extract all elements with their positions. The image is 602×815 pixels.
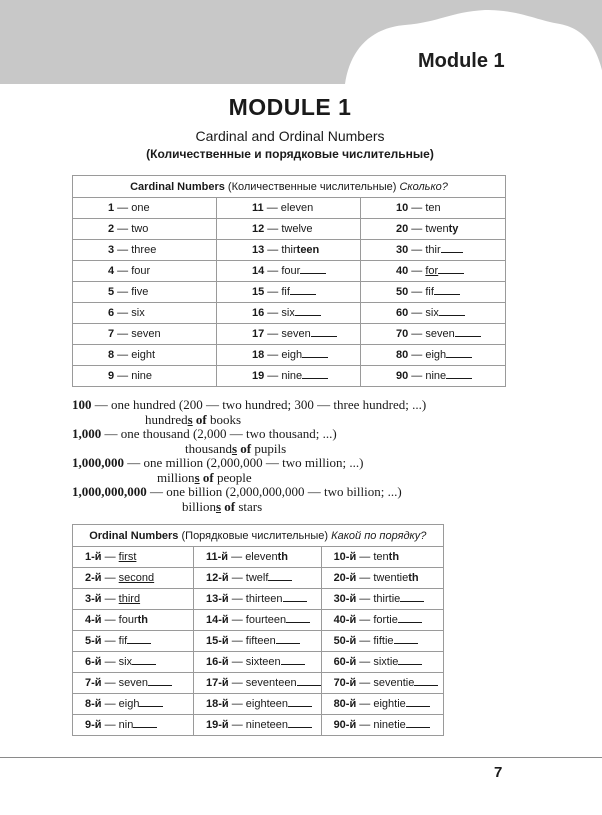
cardinal-number: 15 xyxy=(252,286,265,298)
cardinal-row xyxy=(73,345,506,366)
cardinal-number: 80 xyxy=(396,349,409,361)
ordinal-word: nin xyxy=(118,719,134,731)
footer-divider xyxy=(0,757,602,758)
ordinal-word: nineteen xyxy=(245,719,289,731)
ordinal-number: 7-й xyxy=(85,677,102,689)
cardinal-numbers-table xyxy=(72,175,506,387)
ordinal-number: 19-й xyxy=(206,719,229,731)
example-word: million xyxy=(157,470,195,485)
answer-blank xyxy=(268,570,292,581)
ordinal-suffix: th xyxy=(388,551,400,563)
cardinal-number: 10 xyxy=(396,202,409,214)
answer-blank xyxy=(398,654,422,665)
answer-blank xyxy=(441,242,463,253)
ordinal-word: eleven xyxy=(245,551,278,563)
answer-blank xyxy=(438,263,464,274)
example-of: of xyxy=(237,441,252,456)
page-title: MODULE 1 xyxy=(228,94,352,120)
cardinal-word: fif xyxy=(425,286,434,298)
answer-blank xyxy=(406,696,430,707)
cardinal-row xyxy=(73,282,506,303)
example-plural-s: s xyxy=(215,499,222,514)
cardinal-number: 13 xyxy=(252,244,265,256)
answer-blank xyxy=(148,675,172,686)
cardinal-word: one xyxy=(131,202,150,214)
cardinal-number: 8 xyxy=(108,349,115,361)
ordinal-word: fifteen xyxy=(245,635,276,647)
cardinal-cell: 17 — seven xyxy=(217,324,361,345)
ordinal-word: ten xyxy=(373,551,389,563)
ordinal-cell: 17-й — seventeen xyxy=(194,673,322,694)
answer-blank xyxy=(127,633,151,644)
ordinal-numbers-table xyxy=(72,524,444,736)
ordinal-number: 80-й xyxy=(333,698,357,710)
ordinal-cell: 12-й — twelf xyxy=(194,568,322,589)
module-tab-label: Module 1 xyxy=(418,50,505,72)
answer-blank xyxy=(302,347,328,358)
cardinal-word: five xyxy=(131,286,149,298)
cardinal-word: eight xyxy=(131,349,156,361)
large-number-value: 1,000,000,000 xyxy=(72,484,147,499)
cardinal-word: eigh xyxy=(281,349,303,361)
answer-blank xyxy=(133,717,157,728)
ordinal-cell: 7-й — seven xyxy=(73,673,194,694)
cardinal-cell: 14 — four xyxy=(217,261,361,282)
ordinal-number: 11-й xyxy=(206,551,229,563)
ordinal-header-row xyxy=(73,525,444,547)
answer-blank xyxy=(406,717,430,728)
ordinal-cell: 50-й — fiftie xyxy=(321,631,443,652)
example-word: billion xyxy=(182,499,216,514)
large-number-value: 1,000 xyxy=(72,426,102,441)
cardinal-word: nine xyxy=(281,370,303,382)
answer-blank xyxy=(439,305,465,316)
ordinal-cell: 11-й — eleventh xyxy=(194,547,322,568)
cardinal-number: 17 xyxy=(252,328,265,340)
answer-blank xyxy=(283,591,307,602)
cardinal-number: 19 xyxy=(252,370,265,382)
cardinal-word: nine xyxy=(131,370,153,382)
cardinal-cell: 4 — four xyxy=(73,261,217,282)
ordinal-cell: 40-й — fortie xyxy=(321,610,443,631)
cardinal-number: 50 xyxy=(396,286,409,298)
ordinal-suffix: th xyxy=(137,614,149,626)
cardinal-number: 4 xyxy=(108,265,115,277)
ordinal-number: 14-й xyxy=(206,614,229,626)
cardinal-number: 40 xyxy=(396,265,409,277)
answer-blank xyxy=(311,326,337,337)
cardinal-cell: 30 — thir xyxy=(361,240,506,261)
cardinal-number: 2 xyxy=(108,223,115,235)
cardinal-word: four xyxy=(131,265,151,277)
ordinal-number: 10-й xyxy=(333,551,357,563)
cardinal-row xyxy=(73,198,506,219)
ordinal-cell: 30-й — thirtie xyxy=(321,589,443,610)
answer-blank xyxy=(394,633,418,644)
cardinal-suffix: teen xyxy=(296,244,320,256)
cardinal-number: 1 xyxy=(108,202,115,214)
large-number-text: — one thousand (2,000 — two thousand; ...) xyxy=(101,426,337,441)
ordinal-number: 16-й xyxy=(206,656,229,668)
answer-blank xyxy=(446,368,472,379)
large-number-line xyxy=(72,397,426,413)
answer-blank xyxy=(132,654,156,665)
cardinal-cell: 80 — eigh xyxy=(361,345,506,366)
cardinal-word: twelve xyxy=(281,223,313,235)
example-plural-s: s xyxy=(194,470,200,485)
cardinal-cell: 2 — two xyxy=(73,219,217,240)
cardinal-number: 70 xyxy=(396,328,409,340)
cardinal-cell: 15 — fif xyxy=(217,282,361,303)
cardinal-cell: 10 — ten xyxy=(361,198,506,219)
ordinal-cell: 18-й — eighteen xyxy=(194,694,322,715)
cardinal-header-question: Сколько? xyxy=(399,180,448,193)
cardinal-word: four xyxy=(281,265,301,277)
answer-blank xyxy=(281,654,305,665)
cardinal-word: two xyxy=(131,223,149,235)
cardinal-cell: 8 — eight xyxy=(73,345,217,366)
subtitle-russian: (Количественные и порядковые числительные) xyxy=(146,147,434,161)
cardinal-word: twen xyxy=(425,223,449,235)
answer-blank xyxy=(297,675,321,686)
ordinal-cell: 2-й — second xyxy=(73,568,194,589)
ordinal-row xyxy=(73,715,444,736)
cardinal-number: 3 xyxy=(108,244,115,256)
ordinal-word: thirtie xyxy=(373,593,401,605)
ordinal-word: seventeen xyxy=(245,677,297,689)
ordinal-word: thirteen xyxy=(245,593,283,605)
cardinal-cell: 70 — seven xyxy=(361,324,506,345)
cardinal-word: thir xyxy=(425,244,441,256)
cardinal-number: 9 xyxy=(108,370,115,382)
ordinal-row xyxy=(73,589,444,610)
cardinal-cell: 90 — nine xyxy=(361,366,506,387)
ordinal-number: 30-й xyxy=(333,593,357,605)
cardinal-row xyxy=(73,366,506,387)
large-number-text: — one million (2,000,000 — two million; ...) xyxy=(124,455,364,470)
ordinal-number: 20-й xyxy=(333,572,357,584)
cardinal-cell: 19 — nine xyxy=(217,366,361,387)
ordinal-word: sixtie xyxy=(373,656,399,668)
example-of: of xyxy=(192,412,207,427)
ordinal-word: fortie xyxy=(373,614,398,626)
ordinal-cell: 4-й — fourth xyxy=(73,610,194,631)
cardinal-word: six xyxy=(281,307,295,319)
cardinal-cell: 20 — twenty xyxy=(361,219,506,240)
cardinal-cell: 50 — fif xyxy=(361,282,506,303)
ordinal-suffix: th xyxy=(277,551,288,563)
ordinal-number: 40-й xyxy=(333,614,357,626)
ordinal-header-question: Какой по порядку? xyxy=(331,529,427,542)
ordinal-number: 60-й xyxy=(333,656,357,668)
ordinal-word: sixteen xyxy=(245,656,281,668)
large-number-example xyxy=(182,499,262,515)
cardinal-row xyxy=(73,240,506,261)
cardinal-number: 11 xyxy=(252,202,264,214)
ordinal-word: twelf xyxy=(245,572,269,584)
ordinal-cell: 90-й — ninetie xyxy=(321,715,443,736)
ordinal-number: 15-й xyxy=(206,635,229,647)
ordinal-cell: 14-й — fourteen xyxy=(194,610,322,631)
answer-blank xyxy=(455,326,481,337)
ordinal-word: seven xyxy=(118,677,149,689)
ordinal-row xyxy=(73,673,444,694)
answer-blank xyxy=(288,696,312,707)
ordinal-cell: 6-й — six xyxy=(73,652,194,673)
cardinal-row xyxy=(73,324,506,345)
answer-blank xyxy=(295,305,321,316)
cardinal-header-row xyxy=(73,176,506,198)
cardinal-word: six xyxy=(425,307,439,319)
answer-blank xyxy=(276,633,300,644)
example-noun: stars xyxy=(235,499,263,514)
cardinal-word: eleven xyxy=(280,202,314,214)
answer-blank xyxy=(286,612,310,623)
cardinal-row xyxy=(73,219,506,240)
ordinal-word: fourteen xyxy=(245,614,287,626)
page-number: 7 xyxy=(494,764,503,781)
cardinal-number: 14 xyxy=(252,265,265,277)
ordinal-cell: 19-й — nineteen xyxy=(194,715,322,736)
answer-blank xyxy=(139,696,163,707)
ordinal-row xyxy=(73,547,444,568)
ordinal-number: 18-й xyxy=(206,698,229,710)
cardinal-cell: 5 — five xyxy=(73,282,217,303)
cardinal-word: seven xyxy=(131,328,161,340)
ordinal-cell: 8-й — eigh xyxy=(73,694,194,715)
ordinal-number: 6-й xyxy=(85,656,102,668)
ordinal-word: four xyxy=(118,614,138,626)
cardinal-word: three xyxy=(131,244,157,256)
cardinal-body xyxy=(73,198,506,387)
ordinal-row xyxy=(73,631,444,652)
example-word: hundred xyxy=(145,412,188,427)
ordinal-number: 90-й xyxy=(333,719,357,731)
cardinal-cell: 60 — six xyxy=(361,303,506,324)
ordinal-number: 1-й xyxy=(85,551,102,563)
ordinal-cell: 10-й — tenth xyxy=(321,547,443,568)
cardinal-cell: 6 — six xyxy=(73,303,217,324)
ordinal-cell: 80-й — eightie xyxy=(321,694,443,715)
cardinal-word: ten xyxy=(425,202,441,214)
example-noun: pupils xyxy=(251,441,287,456)
example-noun: books xyxy=(206,412,242,427)
cardinal-cell: 3 — three xyxy=(73,240,217,261)
cardinal-number: 18 xyxy=(252,349,265,361)
ordinal-body xyxy=(73,547,444,736)
ordinal-word: seventie xyxy=(373,677,415,689)
ordinal-number: 2-й xyxy=(85,572,102,584)
cardinal-cell: 9 — nine xyxy=(73,366,217,387)
ordinal-number: 4-й xyxy=(85,614,102,626)
answer-blank xyxy=(400,591,424,602)
ordinal-number: 12-й xyxy=(206,572,229,584)
answer-blank xyxy=(398,612,422,623)
large-number-value: 100 xyxy=(72,397,92,412)
example-noun: people xyxy=(213,470,252,485)
large-number-line xyxy=(72,484,402,500)
ordinal-row xyxy=(73,568,444,589)
ordinal-word: eighteen xyxy=(245,698,289,710)
cardinal-word: for xyxy=(425,265,439,277)
ordinal-number: 17-й xyxy=(206,677,229,689)
cardinal-number: 7 xyxy=(108,328,115,340)
example-plural-s: s xyxy=(187,412,193,427)
cardinal-word: thir xyxy=(281,244,297,256)
example-of: of xyxy=(221,499,236,514)
ordinal-cell: 20-й — twentieth xyxy=(321,568,443,589)
ordinal-word: eigh xyxy=(118,698,140,710)
cardinal-cell: 7 — seven xyxy=(73,324,217,345)
ordinal-cell: 70-й — seventie xyxy=(321,673,443,694)
cardinal-suffix: ty xyxy=(448,223,459,235)
ordinal-header-title: Ordinal Numbers xyxy=(89,529,179,542)
ordinal-cell: 15-й — fifteen xyxy=(194,631,322,652)
ordinal-row xyxy=(73,694,444,715)
large-number-line xyxy=(72,455,363,471)
answer-blank xyxy=(300,263,326,274)
cardinal-cell: 1 — one xyxy=(73,198,217,219)
ordinal-row xyxy=(73,652,444,673)
cardinal-word: nine xyxy=(425,370,447,382)
ordinal-word: six xyxy=(118,656,133,668)
ordinal-suffix: th xyxy=(408,572,419,584)
ordinal-cell: 16-й — sixteen xyxy=(194,652,322,673)
answer-blank xyxy=(302,368,328,379)
example-word: thousand xyxy=(185,441,232,456)
ordinal-word: eightie xyxy=(373,698,406,710)
answer-blank xyxy=(446,347,472,358)
cardinal-word: eigh xyxy=(425,349,447,361)
ordinal-number: 3-й xyxy=(85,593,102,605)
cardinal-header-ru: (Количественные числительные) xyxy=(224,180,400,193)
ordinal-word: twentie xyxy=(373,572,409,584)
ordinal-row xyxy=(73,610,444,631)
cardinal-number: 30 xyxy=(396,244,409,256)
cardinal-word: seven xyxy=(281,328,311,340)
answer-blank xyxy=(288,717,312,728)
cardinal-cell: 16 — six xyxy=(217,303,361,324)
cardinal-number: 16 xyxy=(252,307,265,319)
large-number-value: 1,000,000 xyxy=(72,455,124,470)
ordinal-number: 13-й xyxy=(206,593,229,605)
answer-blank xyxy=(414,675,438,686)
cardinal-number: 60 xyxy=(396,307,409,319)
ordinal-word: ninetie xyxy=(373,719,406,731)
cardinal-cell: 11 — eleven xyxy=(217,198,361,219)
cardinal-row xyxy=(73,303,506,324)
answer-blank xyxy=(290,284,316,295)
ordinal-number: 70-й xyxy=(333,677,357,689)
ordinal-word: fif xyxy=(118,635,128,647)
ordinal-word: first xyxy=(118,551,137,563)
ordinal-number: 50-й xyxy=(333,635,357,647)
ordinal-number: 9-й xyxy=(85,719,102,731)
cardinal-word: six xyxy=(131,307,145,319)
cardinal-number: 90 xyxy=(396,370,409,382)
example-plural-s: s xyxy=(231,441,238,456)
cardinal-cell: 13 — thirteen xyxy=(217,240,361,261)
ordinal-word: second xyxy=(118,572,155,584)
large-number-line xyxy=(72,426,337,442)
answer-blank xyxy=(434,284,460,295)
large-number-text: — one billion (2,000,000,000 — two billion; ...) xyxy=(146,484,402,499)
cardinal-word: seven xyxy=(425,328,455,340)
large-number-text: — one hundred (200 — two hundred; 300 — three hundred; ...) xyxy=(91,397,427,412)
cardinal-cell: 40 — for xyxy=(361,261,506,282)
ordinal-cell: 1-й — first xyxy=(73,547,194,568)
ordinal-number: 5-й xyxy=(85,635,102,647)
cardinal-header xyxy=(73,176,506,198)
cardinal-word: fif xyxy=(281,286,290,298)
cardinal-cell: 12 — twelve xyxy=(217,219,361,240)
cardinal-cell: 18 — eigh xyxy=(217,345,361,366)
cardinal-number: 6 xyxy=(108,307,115,319)
ordinal-word: third xyxy=(118,593,141,605)
cardinal-header-title: Cardinal Numbers xyxy=(130,180,225,193)
ordinal-cell: 9-й — nin xyxy=(73,715,194,736)
ordinal-cell: 60-й — sixtie xyxy=(321,652,443,673)
cardinal-number: 12 xyxy=(252,223,265,235)
cardinal-number: 5 xyxy=(108,286,115,298)
subtitle: Cardinal and Ordinal Numbers xyxy=(195,128,385,144)
ordinal-header-ru: (Порядковые числительные) xyxy=(178,529,332,542)
ordinal-cell: 5-й — fif xyxy=(73,631,194,652)
example-of: of xyxy=(199,470,214,485)
ordinal-cell: 3-й — third xyxy=(73,589,194,610)
cardinal-number: 20 xyxy=(396,223,409,235)
ordinal-header xyxy=(73,525,444,547)
ordinal-cell: 13-й — thirteen xyxy=(194,589,322,610)
ordinal-number: 8-й xyxy=(85,698,102,710)
cardinal-row xyxy=(73,261,506,282)
ordinal-word: fiftie xyxy=(373,635,394,647)
